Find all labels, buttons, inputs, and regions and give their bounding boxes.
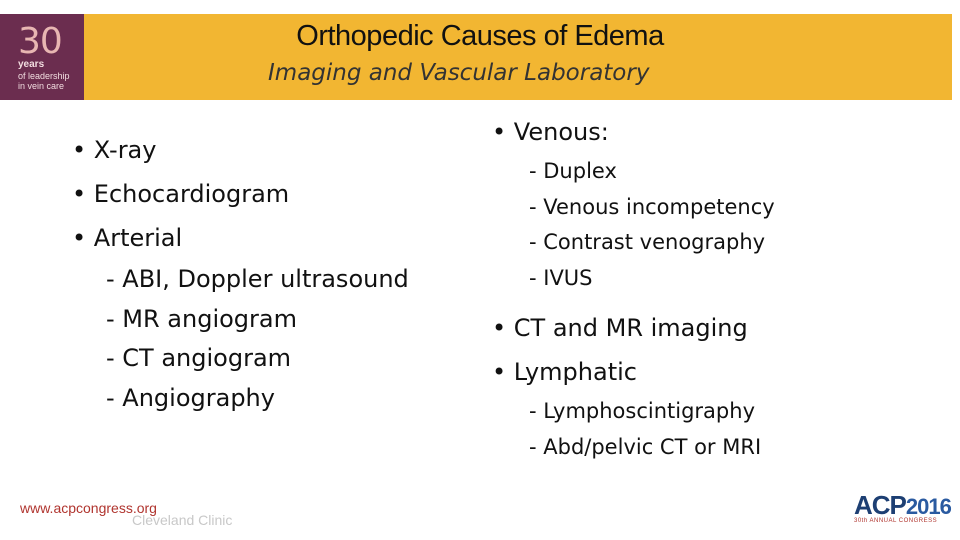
venous-item: - Venous incompetency	[529, 194, 775, 219]
acp-logo	[846, 488, 951, 532]
slide-subtitle: Imaging and Vascular Laboratory	[268, 60, 650, 86]
arterial-item: - ABI, Doppler ultrasound	[106, 265, 409, 293]
acp-year: 2016	[905, 494, 951, 519]
logo-years: years	[18, 59, 45, 70]
acp-mark: ACP	[854, 490, 906, 520]
bullet-ct-mr: • CT and MR imaging	[492, 314, 748, 342]
left-column	[72, 128, 409, 418]
lymphatic-item: - Lymphoscintigraphy	[529, 399, 755, 423]
venous-item: - IVUS	[529, 265, 593, 290]
logo-number: 30	[18, 21, 62, 62]
bullet-venous: • Venous:	[492, 118, 609, 146]
venous-item: - Contrast venography	[529, 230, 766, 254]
arterial-item: - Angiography	[106, 383, 275, 412]
logo-line-1: of leadership	[18, 71, 70, 81]
right-column	[492, 110, 775, 465]
acp-subtitle: 30th ANNUAL CONGRESS	[854, 518, 938, 524]
arterial-item: - MR angiogram	[106, 304, 297, 333]
acp-logo-text	[854, 490, 951, 521]
bullet-xray: • X-ray	[72, 136, 157, 164]
bullet-lymphatic: • Lymphatic	[492, 358, 637, 386]
logo-line-2: in vein care	[18, 81, 65, 91]
footer-url: www.acpcongress.org	[20, 500, 157, 516]
bullet-arterial: • Arterial	[72, 224, 183, 252]
slide-title: Orthopedic Causes of Edema	[296, 20, 664, 52]
lymphatic-item: - Abd/pelvic CT or MRI	[529, 434, 762, 459]
bullet-echocardiogram: • Echocardiogram	[72, 180, 290, 208]
arterial-item: - CT angiogram	[106, 344, 292, 372]
clinic-logo: Cleveland Clinic	[132, 512, 233, 528]
venous-item: - Duplex	[529, 159, 617, 183]
